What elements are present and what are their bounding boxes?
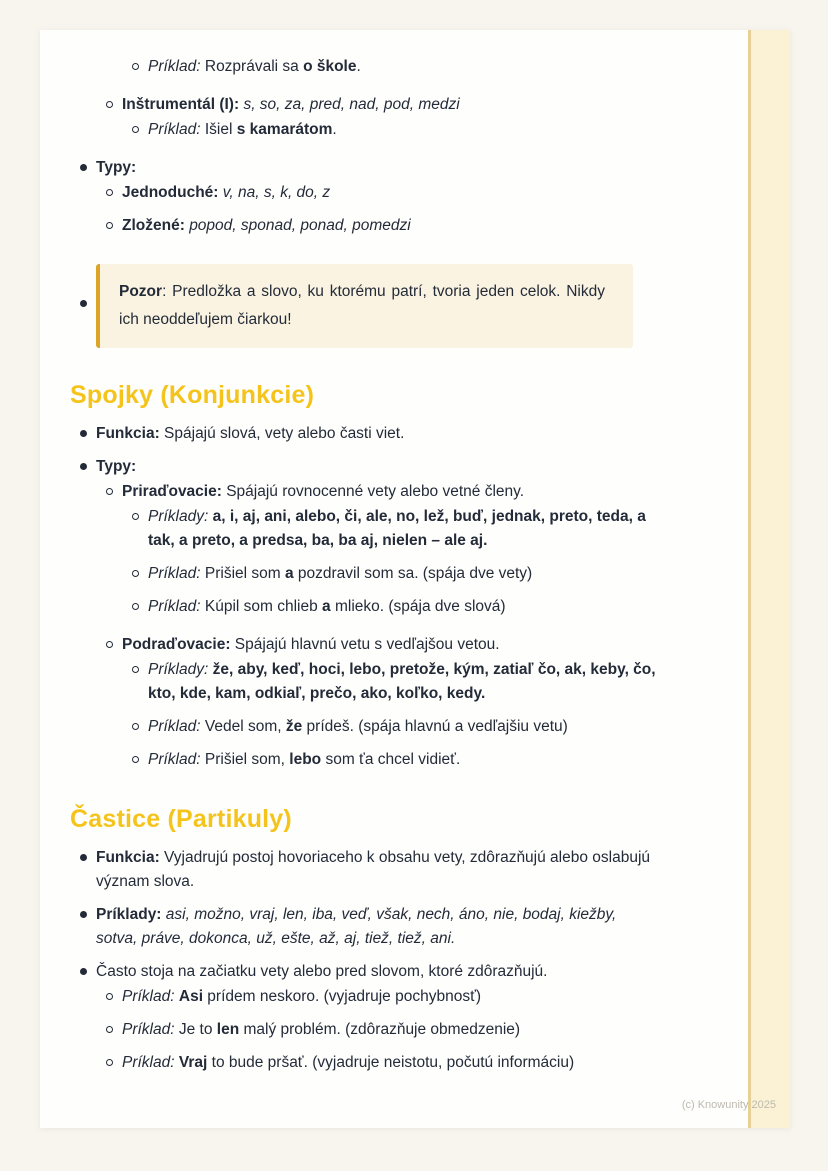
text-run: Príklad: [148,718,201,735]
notebook-edge-strip [748,30,790,1128]
bullet-disc-icon [80,430,87,437]
text-run: Funkcia: [96,425,160,442]
text-run: malý problém. (zdôrazňuje obmedzenie) [239,1021,521,1038]
list-item [70,562,660,586]
text-run: lebo [289,751,322,768]
text-run: Vyjadrujú postoj hovoriaceho k obsahu vety, zdôrazňujú alebo oslabujú význam slova. [96,849,651,890]
list-item [70,985,660,1009]
list-item [70,156,660,180]
bullet-disc-icon [80,164,87,171]
text-run: Príklad: [148,58,201,75]
list-item [70,715,660,739]
item-text [96,455,136,479]
bullet-disc-icon [80,300,87,307]
text-run: Spájajú hlavnú vetu s vedľajšou vetou. [230,636,500,653]
item-text [148,562,532,586]
bullet-circle-icon [132,756,139,763]
section-heading: Častice (Partikuly) [70,805,292,833]
bullet-circle-icon [132,570,139,577]
bullet-circle-icon [132,723,139,730]
bullet-circle-icon [132,63,139,70]
list-item [70,93,660,117]
list-item [70,480,660,504]
text-run: Často stoja na začiatku vety alebo pred slovom, ktoré zdôrazňujú. [96,963,548,980]
bullet-circle-icon [132,666,139,673]
list-item [70,1051,660,1075]
text-run: . [356,58,361,75]
list-item [70,658,660,706]
list-item [70,422,660,446]
item-text [148,55,361,79]
item-text [148,715,568,739]
item-text [122,1051,574,1075]
text-run: Funkcia: [96,849,160,866]
text-run: že, aby, keď, hoci, lebo, pretože, kým, zatiaľ čo, ak, keby, čo, kto, kde, kam, odkiaľ, prečo, ako, koľko, kedy. [148,661,656,702]
text-run: len [216,1021,240,1038]
bullet-disc-icon [80,463,87,470]
callout-list-item [70,264,660,348]
list-item [70,595,660,619]
text-run: Príklad: [122,1021,175,1038]
text-run: Vraj [178,1054,208,1071]
item-text [122,214,411,238]
text-run: v, na, s, k, do, z [222,184,331,201]
list-item [70,214,660,238]
bullet-disc-icon [80,968,87,975]
callout-box [96,264,633,348]
text-run: asi, možno, vraj, len, iba, veď, však, nech, áno, nie, bodaj, kiežby, sotva, práve, dokonca, už, ešte, až, aj, tiež, tiež, ani. [96,906,617,947]
text-run: Príklady: [148,661,209,678]
text-run: Príklady: [148,508,209,525]
item-text [96,960,547,984]
text-run: . [332,121,337,138]
text-run: a [322,598,331,615]
item-text [148,658,660,706]
text-run: a, i, aj, ani, alebo, či, ale, no, lež, buď, jednak, preto, teda, a tak, a preto, a predsa, ba, ba aj, nielen – ale aj. [148,508,646,549]
bullet-circle-icon [132,603,139,610]
item-text [122,633,500,657]
text-run: Prišiel som, [200,751,290,768]
text-run: Asi [178,988,203,1005]
item-text [96,422,404,446]
text-run: popod, sponad, ponad, pomedzi [189,217,411,234]
list-item [70,505,660,553]
text-run: Príklad: [148,565,201,582]
item-text [122,480,524,504]
document-content [40,30,790,1075]
text-run: Pozor [119,283,163,300]
bullet-circle-icon [106,488,113,495]
text-run: Prišiel som [200,565,285,582]
text-run: mlieko. (spája dve slová) [330,598,506,615]
text-run: Je to [174,1021,217,1038]
item-text [148,118,337,142]
text-run: prídem neskoro. (vyjadruje pochybnosť) [203,988,482,1005]
text-run: Spájajú slová, vety alebo časti viet. [159,425,405,442]
list-item [70,960,660,984]
bullet-disc-icon [80,911,87,918]
item-text [148,595,506,619]
text-run: Príklad: [122,988,175,1005]
bullet-circle-icon [106,189,113,196]
copyright-footer: (c) Knowunity 2025 [681,1099,776,1111]
list-item [70,118,660,142]
bullet-disc-icon [80,854,87,861]
bullet-circle-icon [106,641,113,648]
text-run: Jednoduché: [122,184,219,201]
document-page [40,30,790,1128]
text-run: o škole [303,58,357,75]
list-item [70,455,660,479]
text-run: Kúpil som chlieb [200,598,323,615]
list-item [70,55,660,79]
text-run: som ťa chcel vidieť. [321,751,461,768]
item-text [122,181,330,205]
text-run: Podraďovacie: [122,636,231,653]
text-run: že [285,718,303,735]
item-text [122,93,460,117]
text-run: Inštrumentál (I): [122,96,240,113]
bullet-circle-icon [106,1026,113,1033]
item-text [122,985,481,1009]
text-run: Rozprávali sa [200,58,304,75]
text-run: pozdravil som sa. (spája dve vety) [293,565,533,582]
item-text [148,748,460,772]
text-run: Príklad: [148,121,201,138]
text-run: s kamarátom [236,121,333,138]
bullet-circle-icon [106,222,113,229]
text-run: Príklad: [122,1054,175,1071]
bullet-circle-icon [132,513,139,520]
list-item [70,633,660,657]
text-run: Zložené: [122,217,185,234]
item-text [96,156,136,180]
text-run: Spájajú rovnocenné vety alebo vetné členy. [221,483,525,500]
text-run: Typy: [96,159,137,176]
list-item [70,903,660,951]
item-text [148,505,660,553]
text-run: prídeš. (spája hlavnú a vedľajšiu vetu) [302,718,568,735]
text-run: a [284,565,294,582]
bullet-circle-icon [106,1059,113,1066]
text-run: Príklad: [148,751,201,768]
list-item [70,846,660,894]
text-run: Príklad: [148,598,201,615]
text-run: Príklady: [96,906,162,923]
text-run: Priraďovacie: [122,483,222,500]
item-text [122,1018,520,1042]
text-run: : Predložka a slovo, ku ktorému patrí, tvoria jeden celok. Nikdy ich neoddeľujem čiarkou! [119,283,605,328]
list-item [70,1018,660,1042]
section-heading: Spojky (Konjunkcie) [70,381,315,409]
item-text [96,846,660,894]
text-run: Išiel [200,121,237,138]
text-run: Typy: [96,458,137,475]
list-item [70,181,660,205]
item-text [119,278,605,334]
text-run: Vedel som, [200,718,286,735]
text-run: to bude pršať. (vyjadruje neistotu, počutú informáciu) [207,1054,575,1071]
bullet-circle-icon [106,101,113,108]
bullet-circle-icon [132,126,139,133]
bullet-circle-icon [106,993,113,1000]
item-text [96,903,660,951]
text-run: s, so, za, pred, nad, pod, medzi [243,96,460,113]
list-item [70,748,660,772]
